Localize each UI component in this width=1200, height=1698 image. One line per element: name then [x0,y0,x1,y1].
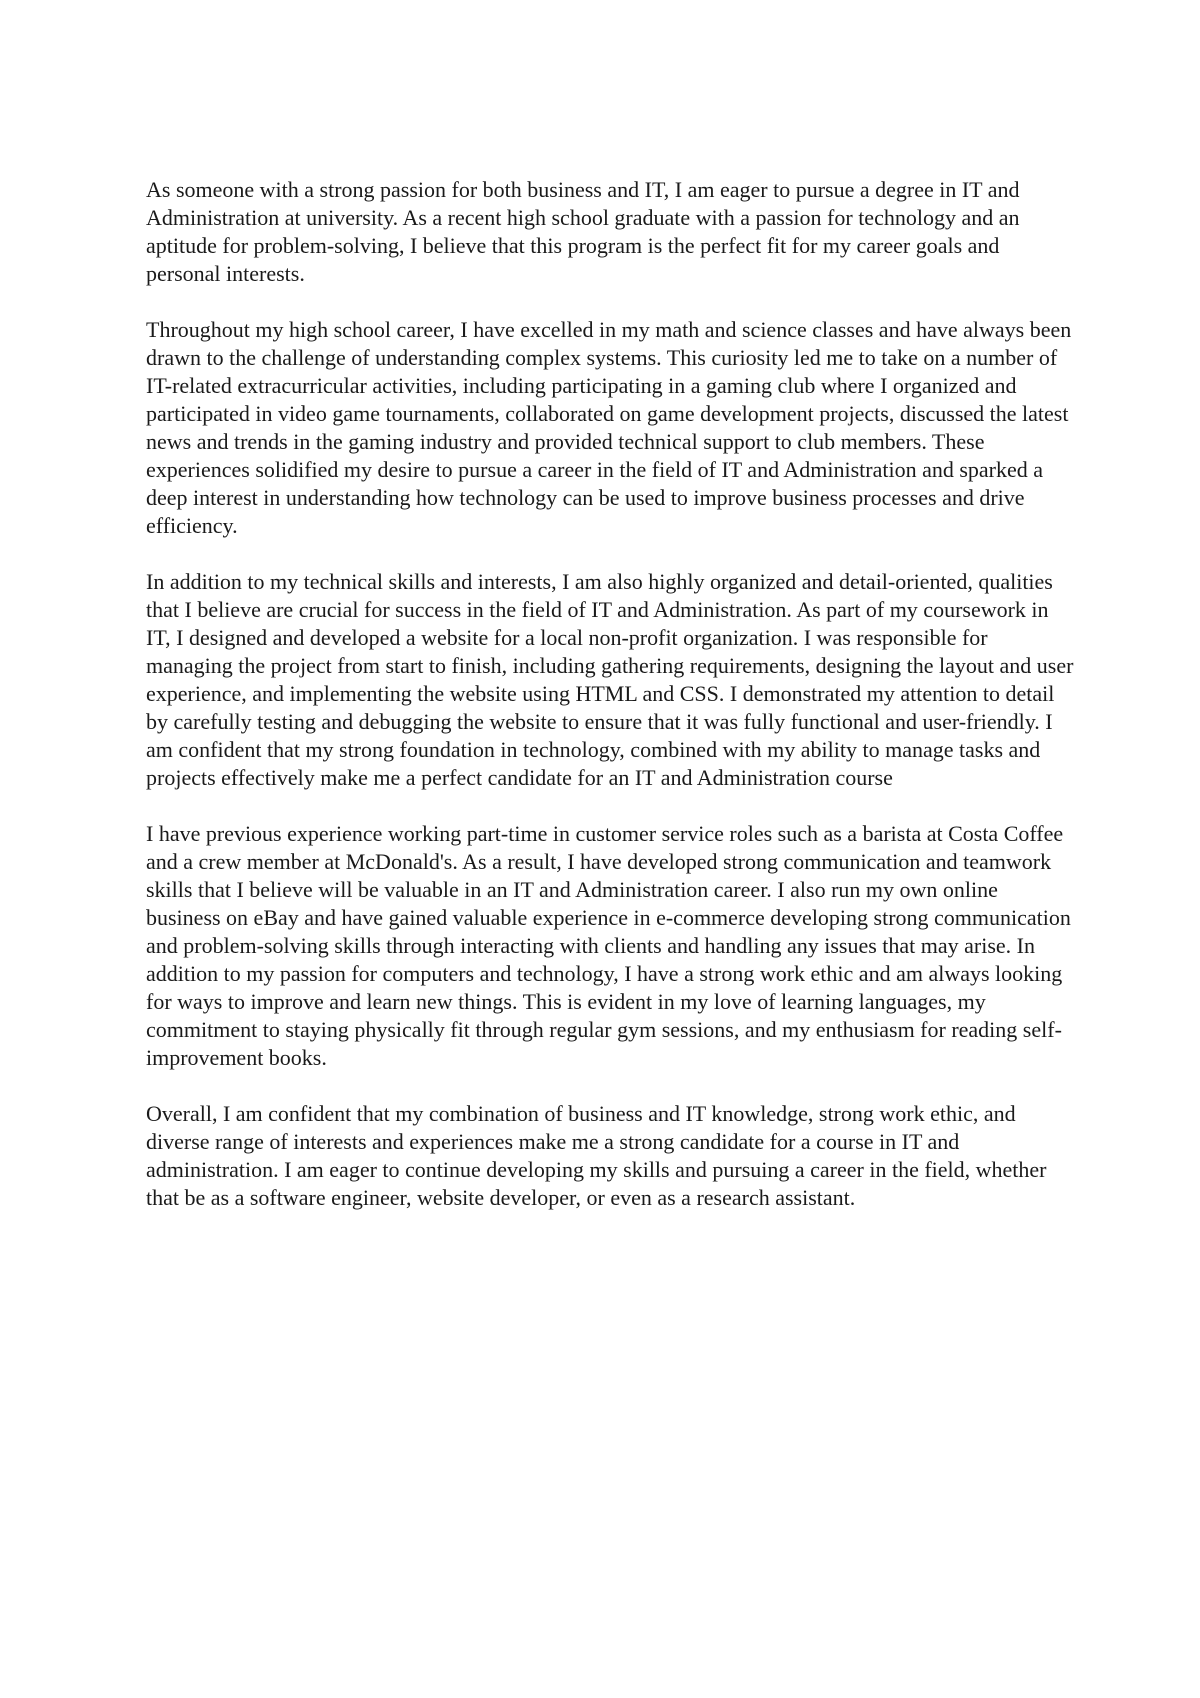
paragraph-1: As someone with a strong passion for both business and IT, I am eager to pursue a degree in IT and Administration at university. As a recent high school graduate with a passion for technology and an aptitude for problem-solving, I believe that this program is the perfect fit for my career goals and personal interests. [146,177,1020,286]
paragraph-5: Overall, I am confident that my combination of business and IT knowledge, strong work ethic, and diverse range of interests and experiences make me a strong candidate for a course in IT and administration. I am eager to continue developing my skills and pursuing a career in the field, whether that be as a software engineer, website developer, or even as a research assistant. [146,1101,1047,1210]
paragraph-3: In addition to my technical skills and interests, I am also highly organized and detail-oriented, qualities that I believe are crucial for success in the field of IT and Administration. As part of my coursework in IT, I designed and developed a website for a local non-profit organization. I was responsible for managing the project from start to finish, including gathering requirements, designing the layout and user experience, and implementing the website using HTML and CSS. I demonstrated my attention to detail by carefully testing and debugging the website to ensure that it was fully functional and user-friendly. I am confident that my strong foundation in technology, combined with my ability to manage tasks and projects effectively make me a perfect candidate for an IT and Administration course [146,569,1074,790]
document-body [146,176,1076,1240]
paragraph-4: I have previous experience working part-time in customer service roles such as a barista at Costa Coffee and a crew member at McDonald's. As a result, I have developed strong communication and teamwork skills that I believe will be valuable in an IT and Administration career. I also run my own online business on eBay and have gained valuable experience in e-commerce developing strong communication and problem-solving skills through interacting with clients and handling any issues that may arise. In addition to my passion for computers and technology, I have a strong work ethic and am always looking for ways to improve and learn new things. This is evident in my love of learning languages, my commitment to staying physically fit through regular gym sessions, and my enthusiasm for reading self-improvement books. [146,821,1071,1070]
paragraph-2: Throughout my high school career, I have excelled in my math and science classes and have always been drawn to the challenge of understanding complex systems. This curiosity led me to take on a number of IT-related extracurricular activities, including participating in a gaming club where I organized and participated in video game tournaments, collaborated on game development projects, discussed the latest news and trends in the gaming industry and provided technical support to club members. These experiences solidified my desire to pursue a career in the field of IT and Administration and sparked a deep interest in understanding how technology can be used to improve business processes and drive efficiency. [146,317,1072,538]
